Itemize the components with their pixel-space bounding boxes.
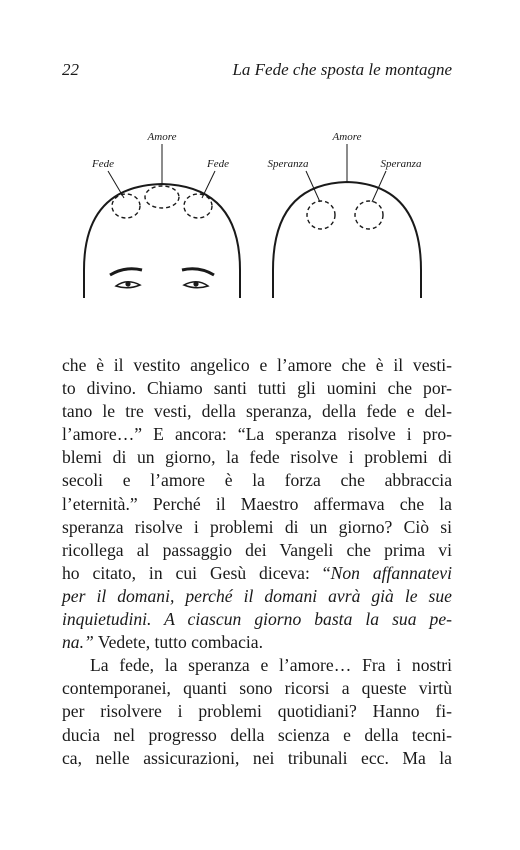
text-line: ricollega al passaggio dei Vangeli che prima vi: [62, 539, 452, 560]
right-head-outline: [273, 182, 421, 298]
text-line: blemi di un giorno, la fede risolve i problemi di: [62, 447, 452, 468]
left-head-fede-circle-left: [112, 194, 140, 218]
text-line: inquietudini. A ciascun giorno basta la sua pe-: [62, 609, 452, 630]
left-head-fede-right-label: Fede: [207, 158, 229, 170]
text-line: l’eternità.” Perché il Maestro affermava che la: [62, 493, 452, 514]
text-line: ducia nel progresso della scienza e della tecni-: [62, 724, 452, 745]
right-head-speranza-circle-right: [355, 201, 383, 229]
right-head-speranza-right-label: Speranza: [380, 158, 422, 170]
page-number: 22: [62, 60, 79, 79]
text-line: tano le tre vesti, della speranza, della fede e del-: [62, 401, 452, 422]
body-text: [62, 354, 452, 770]
text-line: contemporanei, quanti sono ricorsi a queste virtù: [62, 678, 452, 699]
text-line: speranza risolve i problemi di un giorno? Ciò si: [62, 516, 452, 537]
paragraph-first-line: La fede, la speranza e l’amore… Fra i nostri: [90, 655, 452, 676]
right-head: [268, 131, 422, 298]
page-header: [62, 60, 452, 82]
heads-drawing: [62, 118, 452, 308]
text-line: l’amore…” E ancora: “La speranza risolve i pro-: [62, 424, 452, 445]
left-head: [84, 131, 240, 298]
left-head-amore-circle: [145, 186, 179, 208]
right-head-amore-label: Amore: [332, 131, 362, 143]
right-head-speranza-left-label: Speranza: [267, 158, 309, 170]
text-line: na.” Vedete, tutto combacia.: [62, 632, 263, 653]
text-line: che è il vestito angelico e l’amore che è il vesti-: [62, 355, 452, 375]
left-head-amore-label: Amore: [147, 131, 177, 143]
left-head-outline: [84, 184, 240, 298]
text-line: ca, nelle assicurazioni, nei tribunali ecc. Ma la: [62, 747, 452, 768]
heads-illustration: [62, 118, 452, 308]
left-head-brow-left: [110, 269, 142, 275]
left-head-fede-circle-right: [184, 194, 212, 218]
text-line: per risolvere i problemi quotidiani? Hanno fi-: [62, 701, 452, 722]
italic-quote: Non affannatevi: [330, 562, 453, 583]
text-line: ho citato, in cui Gesù diceva: “Non affannatevi: [62, 562, 453, 583]
running-title: La Fede che sposta le montagne: [232, 60, 452, 79]
left-head-brow-right: [182, 269, 214, 275]
right-head-speranza-circle-left: [307, 201, 335, 229]
text-line: per il domani, perché il domani avrà già le sue: [62, 585, 452, 606]
text-line: to divino. Chiamo santi tutti gli uomini che por-: [62, 378, 452, 399]
left-head-fede-left-label: Fede: [92, 158, 114, 170]
text-line: secoli e l’amore è la forza che abbraccia: [62, 470, 452, 491]
